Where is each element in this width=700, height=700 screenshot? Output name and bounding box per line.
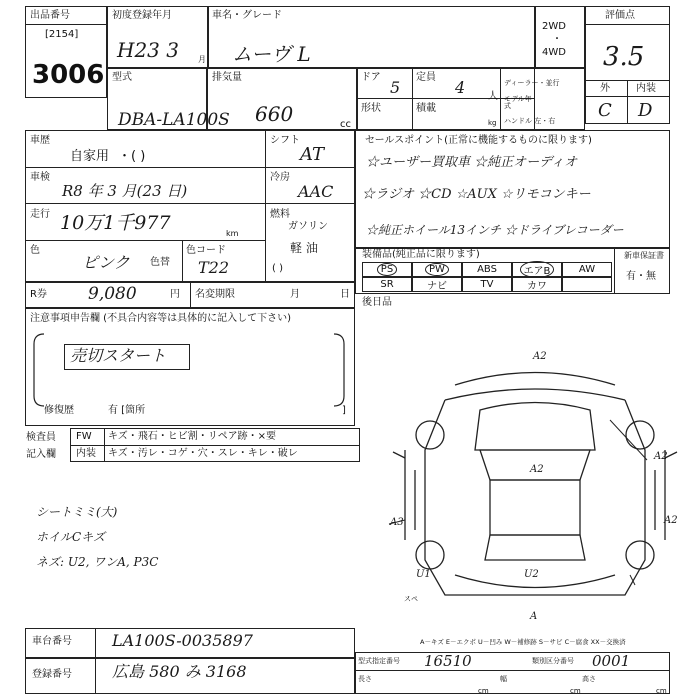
remark-line2: ホイルCキズ bbox=[36, 530, 105, 544]
type-num-label: 型式指定番号 bbox=[358, 657, 400, 665]
inspector-label1: 検査員 bbox=[26, 432, 56, 443]
exterior-value: C bbox=[598, 100, 612, 121]
height-cm: cm bbox=[656, 687, 667, 695]
lot-code: [2154] bbox=[45, 29, 79, 40]
sales-line2: ☆ラジオ ☆CD ☆AUX ☆リモコンキー bbox=[362, 187, 591, 202]
first-reg-value: H23 3 bbox=[117, 38, 179, 62]
capacity-value: 4 bbox=[455, 78, 466, 97]
score-value: 3.5 bbox=[603, 42, 645, 72]
color-code-value: T22 bbox=[198, 258, 230, 277]
doc-month: 月 bbox=[290, 289, 300, 300]
color-code-label: 色コード bbox=[186, 245, 226, 256]
lot-number: 3006 bbox=[32, 60, 105, 90]
displacement-unit: cc bbox=[340, 119, 351, 130]
shift-value: AT bbox=[300, 144, 325, 165]
cooler-value: AAC bbox=[298, 182, 334, 201]
equip-ps: PS bbox=[362, 262, 412, 277]
history-value: 自家用 bbox=[70, 149, 110, 164]
fuel-label: 燃料 bbox=[270, 209, 290, 220]
history-paren: ・( ) bbox=[118, 149, 146, 164]
type-num-value: 16510 bbox=[424, 652, 472, 670]
mark-a-bottom: A bbox=[530, 611, 538, 622]
displacement-value: 660 bbox=[255, 102, 294, 126]
color-change-label: 色替 bbox=[150, 257, 170, 268]
mark-a3-left: A3 bbox=[390, 517, 404, 528]
equip-abs: ABS bbox=[462, 262, 512, 277]
color-value: ピンク bbox=[82, 253, 130, 272]
equip-blank bbox=[562, 277, 612, 292]
length-label: 長さ bbox=[358, 675, 372, 683]
model-label: 型式 bbox=[112, 72, 132, 83]
bracket-left bbox=[30, 330, 50, 410]
fuel-paren: ( ) bbox=[272, 263, 283, 274]
equip-airbag: エアB bbox=[512, 262, 562, 277]
repair-value: 有 [箇所 bbox=[108, 405, 146, 416]
exterior-label: 外 bbox=[600, 83, 610, 94]
color-label: 色 bbox=[30, 245, 40, 256]
door-label: ドア bbox=[361, 72, 381, 83]
reg-label: 登録番号 bbox=[32, 669, 72, 680]
chassis-label: 車台番号 bbox=[32, 636, 72, 647]
damage-legend: A－キズ E－エクボ U－凹み W－補修跡 S－サビ C－腐食 XX－交換済 bbox=[420, 638, 626, 646]
inspection-value: R8 年 3 月(23 日) bbox=[62, 182, 188, 200]
model-note-label: モデル年式 bbox=[504, 95, 532, 110]
model-value: DBA-LA100S bbox=[118, 110, 230, 130]
capacity-unit: 人 bbox=[488, 91, 498, 102]
inspector-ext-items: キズ・飛石・ヒビ割・リペア跡・×要 bbox=[108, 431, 276, 442]
lot-label: 出品番号 bbox=[30, 10, 70, 21]
name-value: ムーヴ L bbox=[232, 42, 311, 66]
recycle-label: R券 bbox=[30, 289, 47, 300]
sales-line3: ☆純正ホイール13インチ ☆ドライブレコーダー bbox=[366, 223, 624, 237]
notes-value: 売切スタート bbox=[70, 346, 167, 365]
fuel-diesel: 軽 油 bbox=[290, 241, 318, 255]
retrofit-label: 後日品 bbox=[362, 297, 392, 308]
displacement-label: 排気量 bbox=[212, 72, 242, 83]
cooler-label: 冷房 bbox=[270, 172, 290, 183]
history-label: 車歴 bbox=[30, 135, 50, 146]
equip-pw: PW bbox=[412, 262, 462, 277]
inspector-label2: 記入欄 bbox=[26, 449, 56, 460]
mark-a2-center: A2 bbox=[530, 464, 544, 475]
inspector-int-items: キズ・汚レ・コゲ・穴・スレ・キレ・破レ bbox=[108, 448, 298, 459]
width-cm: cm bbox=[570, 687, 581, 695]
mileage-unit: km bbox=[226, 229, 239, 238]
shift-label: シフト bbox=[270, 135, 300, 146]
capacity-label: 定員 bbox=[416, 72, 436, 83]
doc-day: 日 bbox=[340, 289, 350, 300]
warranty-value: 有・無 bbox=[626, 271, 656, 282]
inspection-label: 車検 bbox=[30, 172, 50, 183]
length-cm: cm bbox=[478, 687, 489, 695]
inspector-int-label: 内装 bbox=[76, 448, 96, 459]
inspector-fw: FW bbox=[76, 431, 92, 442]
load-label: 積載 bbox=[416, 103, 436, 114]
height-label: 高さ bbox=[582, 675, 596, 683]
fuel-gas: ガソリン bbox=[288, 221, 328, 232]
equip-navi: ナビ bbox=[412, 277, 462, 292]
drive-2wd: 2WD bbox=[542, 21, 566, 32]
interior-label: 内装 bbox=[636, 83, 656, 94]
warranty-label: 新車保証書 bbox=[624, 251, 664, 260]
class-num-value: 0001 bbox=[592, 652, 631, 670]
equip-tv: TV bbox=[462, 277, 512, 292]
drive-4wd: 4WD bbox=[542, 47, 566, 58]
repair-close: ] bbox=[342, 405, 346, 416]
equipment-label: 装備品(純正品に限ります) bbox=[362, 249, 480, 260]
first-reg-label: 初度登録年月 bbox=[112, 10, 172, 21]
mileage-label: 走行 bbox=[30, 209, 50, 220]
interior-value: D bbox=[638, 100, 653, 121]
load-unit: kg bbox=[488, 119, 497, 127]
shape-label: 形状 bbox=[361, 103, 381, 114]
mark-a2-top: A2 bbox=[533, 351, 547, 362]
doc-label: 名変期限 bbox=[195, 289, 235, 300]
dealer-label: ディーラー・並行 bbox=[504, 79, 560, 87]
notes-label: 注意事項申告欄 (不具合内容等は具体的に記入して下さい) bbox=[30, 313, 291, 324]
recycle-value: 9,080 bbox=[88, 284, 137, 304]
remark-line1: シートミミ(大) bbox=[36, 505, 118, 519]
drive-dot: ・ bbox=[552, 34, 562, 45]
mark-a2-right: A2 bbox=[654, 451, 668, 462]
door-value: 5 bbox=[390, 78, 401, 97]
chassis-value: LA100S-0035897 bbox=[112, 631, 253, 650]
first-reg-month-unit: 月 bbox=[198, 55, 206, 64]
sales-label: セールスポイント(正常に機能するものに限ります) bbox=[365, 135, 592, 146]
score-label: 評価点 bbox=[605, 10, 635, 21]
remark-line3: ネズ: U2, ワンA, P3C bbox=[36, 555, 159, 569]
repair-label: 修復歴 bbox=[44, 405, 74, 416]
handle-label: ハンドル 左・右 bbox=[504, 117, 556, 125]
mileage-value: 10万1千977 bbox=[60, 212, 171, 234]
bracket-right bbox=[328, 330, 348, 410]
width-label: 幅 bbox=[500, 675, 507, 683]
class-num-label: 類別区分番号 bbox=[532, 657, 574, 665]
equip-aw: AW bbox=[562, 262, 612, 277]
mark-spare: スペ bbox=[404, 595, 418, 603]
name-label: 車名・グレード bbox=[212, 10, 282, 21]
mark-a2-right2: A2 bbox=[664, 515, 678, 526]
mark-u1: U1 bbox=[416, 569, 431, 580]
mark-u2: U2 bbox=[524, 569, 539, 580]
sales-line1: ☆ユーザー買取車 ☆純正オーディオ bbox=[366, 155, 578, 170]
equip-sr: SR bbox=[362, 277, 412, 292]
reg-value: 広島 580 み 3168 bbox=[112, 662, 247, 681]
recycle-unit: 円 bbox=[170, 289, 180, 300]
equip-leather: カワ bbox=[512, 277, 562, 292]
